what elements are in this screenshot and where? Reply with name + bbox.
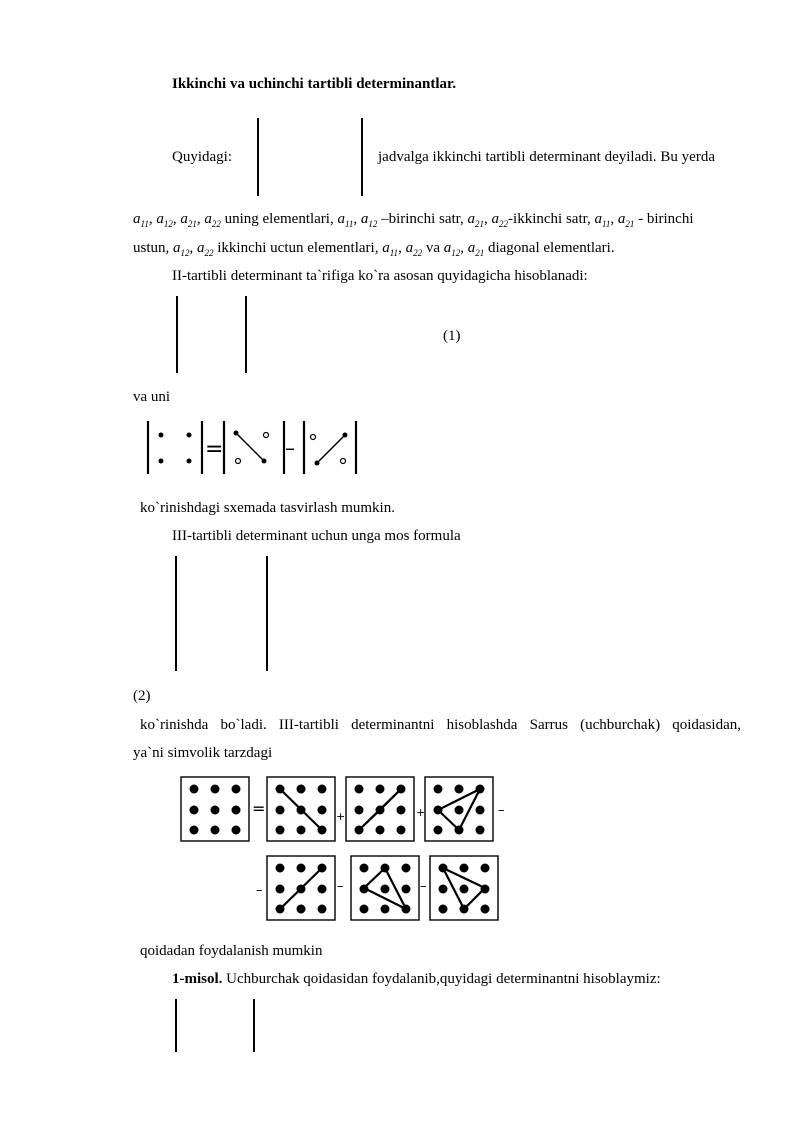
- page-title: Ikkinchi va uchinchi tartibli determinantlar.: [172, 76, 457, 92]
- p1-tail: jadvalga ikkinchi tartibli determinant deyiladi. Bu yerda: [378, 149, 715, 165]
- example-bar-right: [253, 999, 255, 1052]
- p7: qoidadan foydalanish mumkin: [140, 943, 323, 959]
- sarrus-minus-1: –: [498, 803, 505, 818]
- example-bar-left: [175, 999, 177, 1052]
- eq1-bar-left: [176, 296, 178, 373]
- eq2-bar-right: [266, 556, 268, 671]
- eq2-bar-left: [175, 556, 177, 671]
- elem-a11: a: [133, 211, 141, 227]
- determinant-bar-left: [257, 118, 259, 196]
- sarrus-minus-4: –: [420, 879, 427, 894]
- p6-line2: ya`ni simvolik tarzdagi: [133, 745, 273, 761]
- example-text: Uchburchak qoidasidan foydalanib,quyidagi determinantni hisoblaymiz:: [226, 971, 661, 987]
- sarrus-diagram: [180, 776, 520, 924]
- p2-line2: ustun, $a_{12}$, $a_{22}$ ikkinchi uctun elementlari, $a_{11}$, $a_{22}$ va $a_{12}$, $a_{21}$ diagonal elementlari.: [133, 240, 615, 258]
- sarrus-eq-sign: =: [252, 799, 266, 818]
- eq2-label: (2): [133, 688, 151, 704]
- sarrus-minus-3: –: [337, 879, 344, 894]
- eq1-bar-right: [245, 296, 247, 373]
- p6-line1: ko`rinishda bo`ladi. III-tartibli determinantni hisoblashda Sarrus (uchburchak) qoidasidan,: [140, 717, 741, 733]
- example-label: 1-misol.: [172, 971, 223, 987]
- p2-line1: $a_{11}$, $a_{12}$, $a_{21}$, $a_{22}$ uning elementlari, $a_{11}$, $a_{12}$ –birinchi satr, $a_{21}$, $a_{22}$-ikkinchi satr, $a_{11}$, $a_{21}$ - birinchi: [133, 211, 694, 229]
- scheme-minus-sign: –: [285, 436, 295, 460]
- eq1-label: (1): [443, 328, 461, 344]
- p4: ko`rinishdagi sxemada tasvirlash mumkin.: [140, 500, 395, 516]
- determinant-bar-right: [361, 118, 363, 196]
- p1-lead: Quyidagi:: [172, 149, 232, 165]
- sarrus-plus-1: +: [336, 810, 346, 823]
- sarrus-plus-2: +: [416, 806, 426, 819]
- p5: III-tartibli determinant uchun unga mos formula: [172, 528, 461, 544]
- p3: II-tartibli determinant ta`rifiga ko`ra asosan quyidagicha hisoblanadi:: [172, 268, 588, 284]
- scheme-2x2: [140, 417, 365, 479]
- scheme-eq-sign: =: [205, 437, 224, 462]
- sarrus-minus-2: –: [256, 883, 263, 898]
- va-uni: va uni: [133, 389, 171, 405]
- example: [172, 971, 661, 988]
